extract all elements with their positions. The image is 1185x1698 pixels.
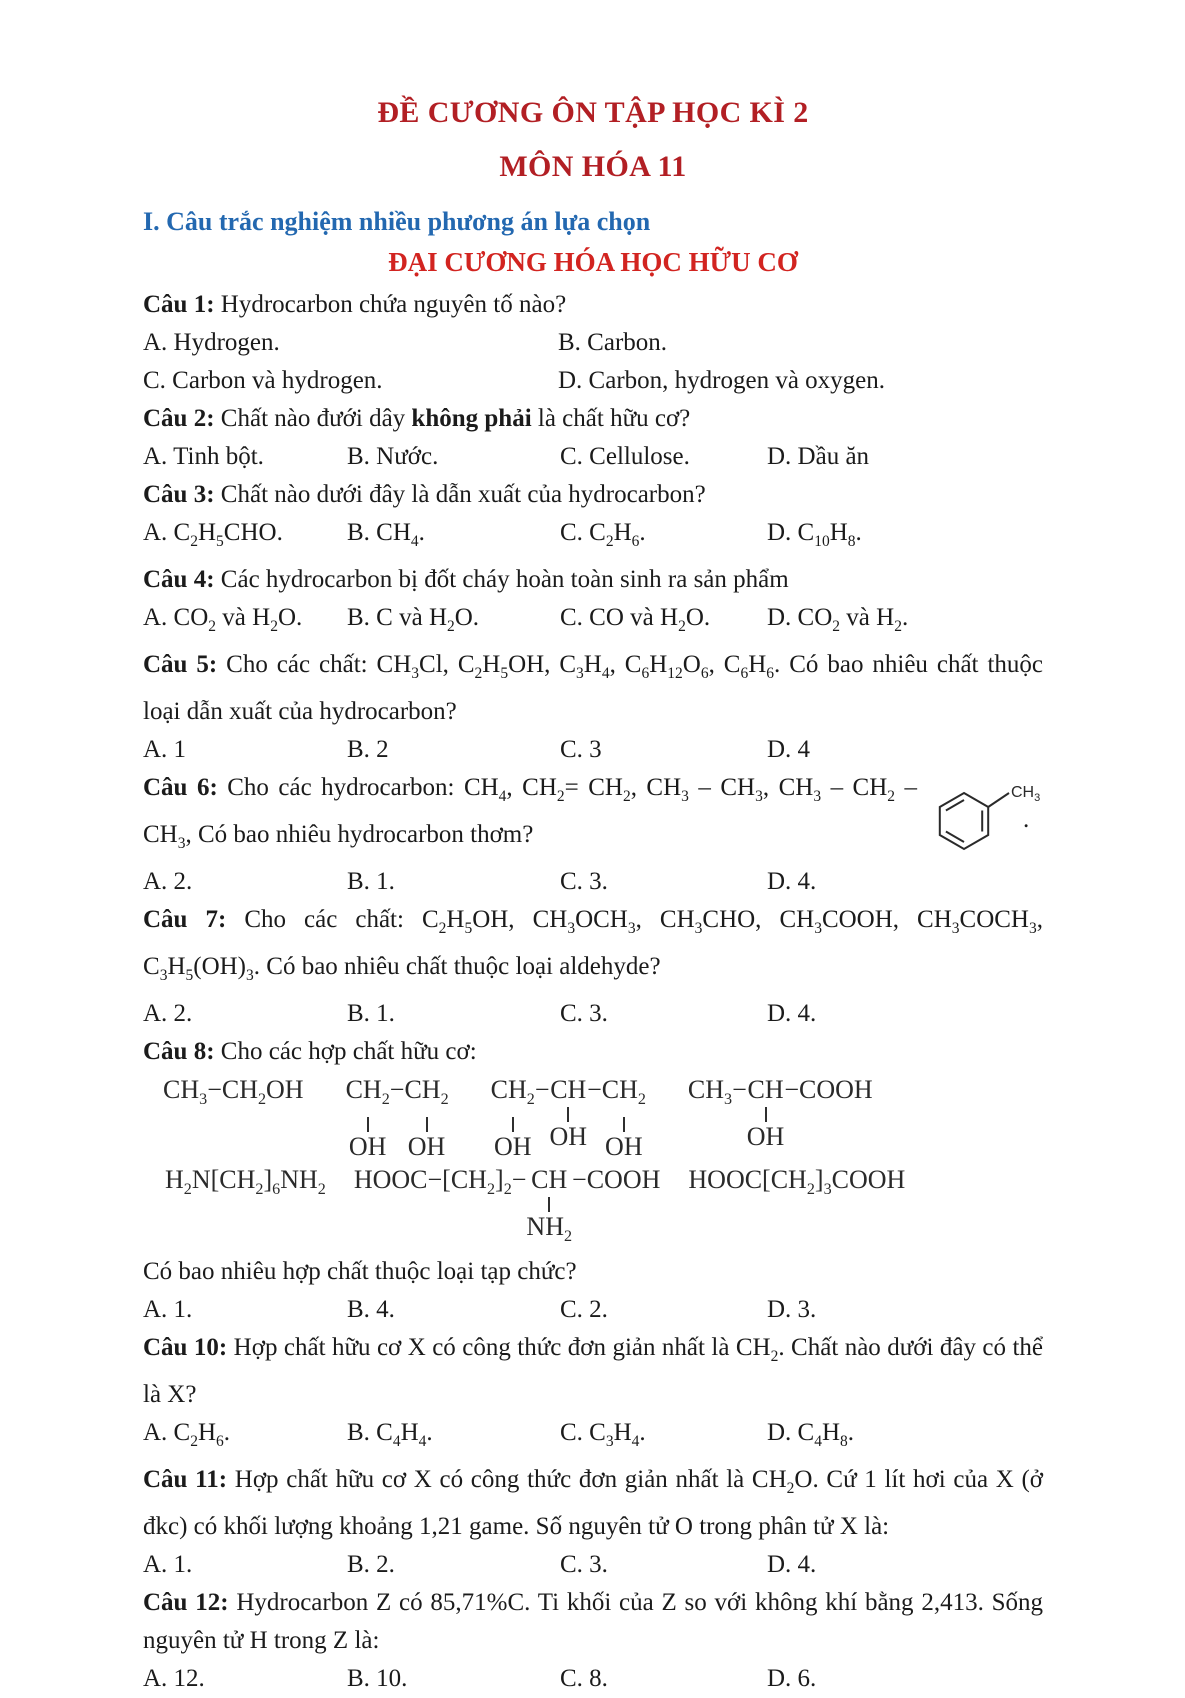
question-cau-11 bbox=[143, 1461, 1043, 1584]
question-number: Câu 12: bbox=[143, 1589, 237, 1617]
methyl-bond bbox=[988, 793, 1009, 807]
chem-structure bbox=[163, 1075, 304, 1115]
option-b: B. Nước. bbox=[347, 443, 439, 470]
structure-formula-top: $CH_2$ bbox=[345, 1075, 390, 1109]
option-d: D. Carbon, hydrogen và oxygen. bbox=[558, 367, 886, 394]
chem-structure bbox=[346, 1075, 449, 1161]
question-cau-3 bbox=[143, 476, 1043, 561]
option-a: A. $CO_2$ và $H_2O$. bbox=[143, 604, 303, 635]
structure-formula-top: − bbox=[534, 1075, 550, 1104]
question-paragraph bbox=[143, 1584, 1043, 1660]
question-paragraph bbox=[143, 646, 1043, 731]
single-bond-icon bbox=[548, 1197, 550, 1212]
option-b: B. 2 bbox=[347, 736, 389, 763]
question-number: Câu 1: bbox=[143, 291, 221, 318]
chem-structure bbox=[491, 1075, 646, 1161]
options bbox=[143, 731, 1043, 769]
structure-unit bbox=[747, 1075, 785, 1151]
structure-unit bbox=[535, 1075, 550, 1105]
page-subtitle: MÔN HÓA 11 bbox=[499, 150, 687, 183]
structure-formula-top: $CH_3-CH_2OH$ bbox=[163, 1075, 304, 1109]
option-d: D. $C_4H_8$. bbox=[767, 1419, 855, 1451]
structure-substituent: OH bbox=[746, 1122, 785, 1151]
structure-substituent: OH bbox=[407, 1132, 446, 1162]
options bbox=[143, 438, 1043, 476]
options bbox=[143, 863, 1043, 901]
single-bond-icon bbox=[765, 1107, 767, 1122]
structure-substituent: OH bbox=[605, 1132, 643, 1162]
structure-formula-top: $H_2N[CH_2]_6NH_2$ bbox=[165, 1165, 326, 1199]
figure-period: . bbox=[1023, 806, 1030, 833]
structure-unit bbox=[587, 1075, 602, 1105]
question-cau-1 bbox=[143, 286, 1043, 400]
structure-formula-top: CH bbox=[550, 1075, 587, 1104]
structure-formula-top: − bbox=[587, 1075, 602, 1104]
structure-unit bbox=[526, 1165, 572, 1251]
toluene-structure-figure bbox=[921, 771, 1043, 859]
option-c: C. $C_2H_6$. bbox=[560, 519, 646, 550]
question-cau-6 bbox=[143, 769, 1043, 901]
structure-unit bbox=[572, 1165, 660, 1195]
option-c: C. CO và $H_2O$. bbox=[560, 604, 711, 635]
section-heading-multiple-choice: I. Câu trắc nghiệm nhiều phương án lựa chọn bbox=[143, 207, 651, 236]
structure-substituent: OH bbox=[493, 1132, 532, 1162]
structure-formula-top: $HOOC-[CH_2]_2-$ bbox=[353, 1165, 527, 1199]
structure-unit bbox=[163, 1075, 304, 1115]
structure-formula-top: $CH_2$ bbox=[404, 1075, 449, 1109]
question-paragraph bbox=[143, 561, 1043, 599]
question-statement: Hydrocarbon Z có 85,71%C. Ti khối của Z so với không khí bằng 2,413. Sống nguyên tử H trong Z là: bbox=[143, 1589, 1043, 1655]
question-cau-4 bbox=[143, 561, 1043, 646]
structure-formula-top: −COOH bbox=[572, 1165, 661, 1195]
option-b: B. $C_4H_4$. bbox=[347, 1419, 433, 1451]
single-bond-icon bbox=[426, 1117, 428, 1132]
option-a: A. 12. bbox=[143, 1665, 205, 1693]
question-cau-2 bbox=[143, 400, 1043, 476]
structure-unit bbox=[550, 1075, 588, 1151]
question-statement: Hợp chất hữu cơ X có công thức đơn giản nhất là $CH_2$. Chất nào dưới đây có thể là X? bbox=[143, 1334, 1043, 1409]
option-d: D. 4. bbox=[767, 1000, 817, 1027]
question-list bbox=[143, 286, 1043, 1698]
structure-unit bbox=[404, 1075, 448, 1161]
question-statement: Các hydrocarbon bị đốt cháy hoàn toàn sinh ra sản phẩm bbox=[220, 566, 789, 593]
structure-formula-top: CH bbox=[531, 1165, 568, 1195]
option-c: C. 3 bbox=[560, 736, 602, 763]
structure-unit bbox=[784, 1075, 872, 1105]
chem-structure bbox=[165, 1165, 326, 1205]
question-cau-10 bbox=[143, 1329, 1043, 1461]
option-b: B. 10. bbox=[347, 1665, 408, 1693]
question-statement: Hydrocarbon chứa nguyên tố nào? bbox=[220, 291, 567, 318]
option-d: D. $CO_2$ và $H_2$. bbox=[767, 604, 909, 635]
option-c: C. Cellulose. bbox=[560, 443, 690, 470]
option-b: B. Carbon. bbox=[558, 329, 668, 356]
option-d: D. Dầu ăn bbox=[767, 443, 870, 470]
question-followup: Có bao nhiêu hợp chất thuộc loại tạp chức? bbox=[143, 1258, 577, 1286]
options bbox=[143, 995, 1043, 1033]
single-bond-icon bbox=[567, 1107, 569, 1122]
option-b: B. 1. bbox=[347, 1000, 395, 1027]
structure-unit bbox=[346, 1075, 390, 1161]
structure-unit bbox=[688, 1075, 747, 1115]
option-b: B. 1. bbox=[347, 868, 395, 895]
option-a: A. Hydrogen. bbox=[143, 329, 280, 356]
question-cau-7 bbox=[143, 901, 1043, 1033]
question-paragraph bbox=[143, 1033, 1043, 1071]
question-paragraph bbox=[143, 901, 1043, 995]
structure-unit bbox=[491, 1075, 535, 1161]
option-c: C. 3. bbox=[560, 1551, 608, 1579]
question-number: Câu 4: bbox=[143, 566, 221, 593]
option-c: C. 3. bbox=[560, 1000, 608, 1027]
structure-formula-top: CH bbox=[747, 1075, 784, 1104]
structure-unit bbox=[390, 1075, 405, 1105]
question-statement: Cho các hydrocarbon: $CH_4$, $CH_2= CH_2$, $CH_3 - CH_3$, $CH_3 - CH_2 - CH_3$, Có bao nhiêu hydrocarbon thơm? bbox=[143, 774, 918, 852]
option-a: A. $C_2H_5CHO$. bbox=[143, 519, 283, 550]
structure-row bbox=[165, 1165, 1043, 1251]
question-statement: Hợp chất hữu cơ X có công thức đơn giản nhất là $CH_2O$. Cứ 1 lít hơi của X (ở đkc) có khối lượng khoảng 1,21 game. Số nguyên tử O trong phân tử X là: bbox=[143, 1466, 1044, 1541]
options bbox=[143, 1546, 1043, 1584]
option-c: C. 3. bbox=[560, 868, 608, 895]
question-paragraph bbox=[143, 400, 1043, 438]
question-paragraph bbox=[143, 1329, 1043, 1414]
options bbox=[143, 1414, 1043, 1461]
options bbox=[143, 1660, 1043, 1698]
options bbox=[143, 1291, 1043, 1329]
option-d: D. 4. bbox=[767, 1551, 817, 1579]
single-bond-icon bbox=[512, 1117, 514, 1132]
question-cau-8 bbox=[143, 1033, 1043, 1329]
structure-unit bbox=[688, 1165, 905, 1205]
single-bond-icon bbox=[623, 1117, 625, 1132]
question-statement: Cho các chất: $C_2H_5OH$, $CH_3OCH_3$, $CH_3CHO$, $CH_3COOH$, $CH_3COCH_3$, $C_3H_5(OH)_3$. Có bao nhiêu chất thuộc loại aldehyde? bbox=[143, 906, 1043, 984]
option-d: D. 3. bbox=[767, 1296, 817, 1324]
question-paragraph bbox=[143, 769, 1043, 863]
option-d: D. 6. bbox=[767, 1665, 817, 1693]
chem-structure bbox=[688, 1165, 905, 1205]
methyl-label: $CH_3$ bbox=[1011, 784, 1041, 804]
question-number: Câu 3: bbox=[143, 481, 221, 508]
structure-formula-top: − bbox=[389, 1075, 405, 1104]
structure-unit bbox=[354, 1165, 527, 1205]
option-b: B. 4. bbox=[347, 1296, 395, 1324]
single-bond-icon bbox=[367, 1117, 369, 1132]
structure-substituent: OH bbox=[348, 1132, 387, 1162]
section-heading-topic: ĐẠI CƯƠNG HÓA HỌC HỮU CƠ bbox=[388, 247, 798, 277]
structure-formula-top: $CH_2$ bbox=[601, 1075, 646, 1109]
question-paragraph bbox=[143, 1461, 1043, 1546]
option-b: B. 2. bbox=[347, 1551, 395, 1579]
question-number: Câu 11: bbox=[143, 1466, 235, 1494]
option-c: C. 8. bbox=[560, 1665, 608, 1693]
benzene-ring bbox=[940, 793, 988, 849]
option-a: A. 1. bbox=[143, 1296, 193, 1324]
question-cau-5 bbox=[143, 646, 1043, 769]
page-title: ĐỀ CƯƠNG ÔN TẬP HỌC KÌ 2 bbox=[377, 96, 809, 129]
option-a: A. 2. bbox=[143, 1000, 193, 1027]
question-statement: Chất nào đưới dây không phải là chất hữu cơ? bbox=[220, 405, 691, 432]
question-paragraph bbox=[143, 286, 1043, 324]
structure-unit bbox=[165, 1165, 326, 1205]
option-d: D. 4 bbox=[767, 736, 811, 763]
option-c: C. $C_3H_4$. bbox=[560, 1419, 646, 1451]
question-statement: Cho các hợp chất hữu cơ: bbox=[220, 1038, 477, 1065]
structure-substituent: OH bbox=[549, 1122, 588, 1151]
options bbox=[143, 324, 1043, 400]
question-number: Câu 8: bbox=[143, 1038, 221, 1065]
structure-formula-top: −COOH bbox=[784, 1075, 873, 1104]
question-statement: Chất nào dưới đây là dẫn xuất của hydrocarbon? bbox=[220, 481, 706, 508]
question-paragraph bbox=[143, 476, 1043, 514]
question-number: Câu 6: bbox=[143, 774, 228, 801]
option-a: A. 1. bbox=[143, 1551, 193, 1579]
option-b: B. C và $H_2O$. bbox=[347, 604, 480, 635]
option-a: A. 1 bbox=[143, 736, 187, 763]
question-number: Câu 10: bbox=[143, 1334, 234, 1362]
structure-row bbox=[163, 1075, 1043, 1161]
chem-structure bbox=[354, 1165, 661, 1251]
options bbox=[143, 514, 1043, 561]
option-d: D. $C_{10}H_8$. bbox=[767, 519, 862, 550]
question-number: Câu 7: bbox=[143, 906, 245, 933]
option-c: C. Carbon và hydrogen. bbox=[143, 367, 383, 394]
chem-structure bbox=[688, 1075, 873, 1151]
question-statement: Cho các chất: $CH_3Cl$, $C_2H_5OH$, $C_3H_4$, $C_6H_{12}O_6$, $C_6H_6$. Có bao nhiêu chất thuộc loại dẫn xuất của hydrocarbon? bbox=[143, 651, 1043, 725]
structure-unit bbox=[602, 1075, 646, 1161]
option-b: B. $CH_4$. bbox=[347, 519, 425, 550]
structure-formula-top: $HOOC[CH_2]_3COOH$ bbox=[688, 1165, 906, 1199]
option-d: D. 4. bbox=[767, 868, 817, 895]
structure-formula-top: $CH_3-$ bbox=[687, 1075, 747, 1109]
structural-formulas bbox=[143, 1075, 1043, 1251]
option-a: A. Tinh bột. bbox=[143, 443, 264, 470]
structure-substituent: $NH_2$ bbox=[526, 1212, 573, 1246]
options bbox=[143, 599, 1043, 646]
option-a: A. 2. bbox=[143, 868, 193, 895]
question-number: Câu 2: bbox=[143, 405, 221, 432]
question-number: Câu 5: bbox=[143, 651, 227, 678]
structure-formula-top: $CH_2$ bbox=[490, 1075, 535, 1109]
option-a: A. $C_2H_6$. bbox=[143, 1419, 231, 1451]
option-c: C. 2. bbox=[560, 1296, 608, 1324]
benzene-ring-figure bbox=[921, 771, 1043, 859]
question-cau-12 bbox=[143, 1584, 1043, 1698]
